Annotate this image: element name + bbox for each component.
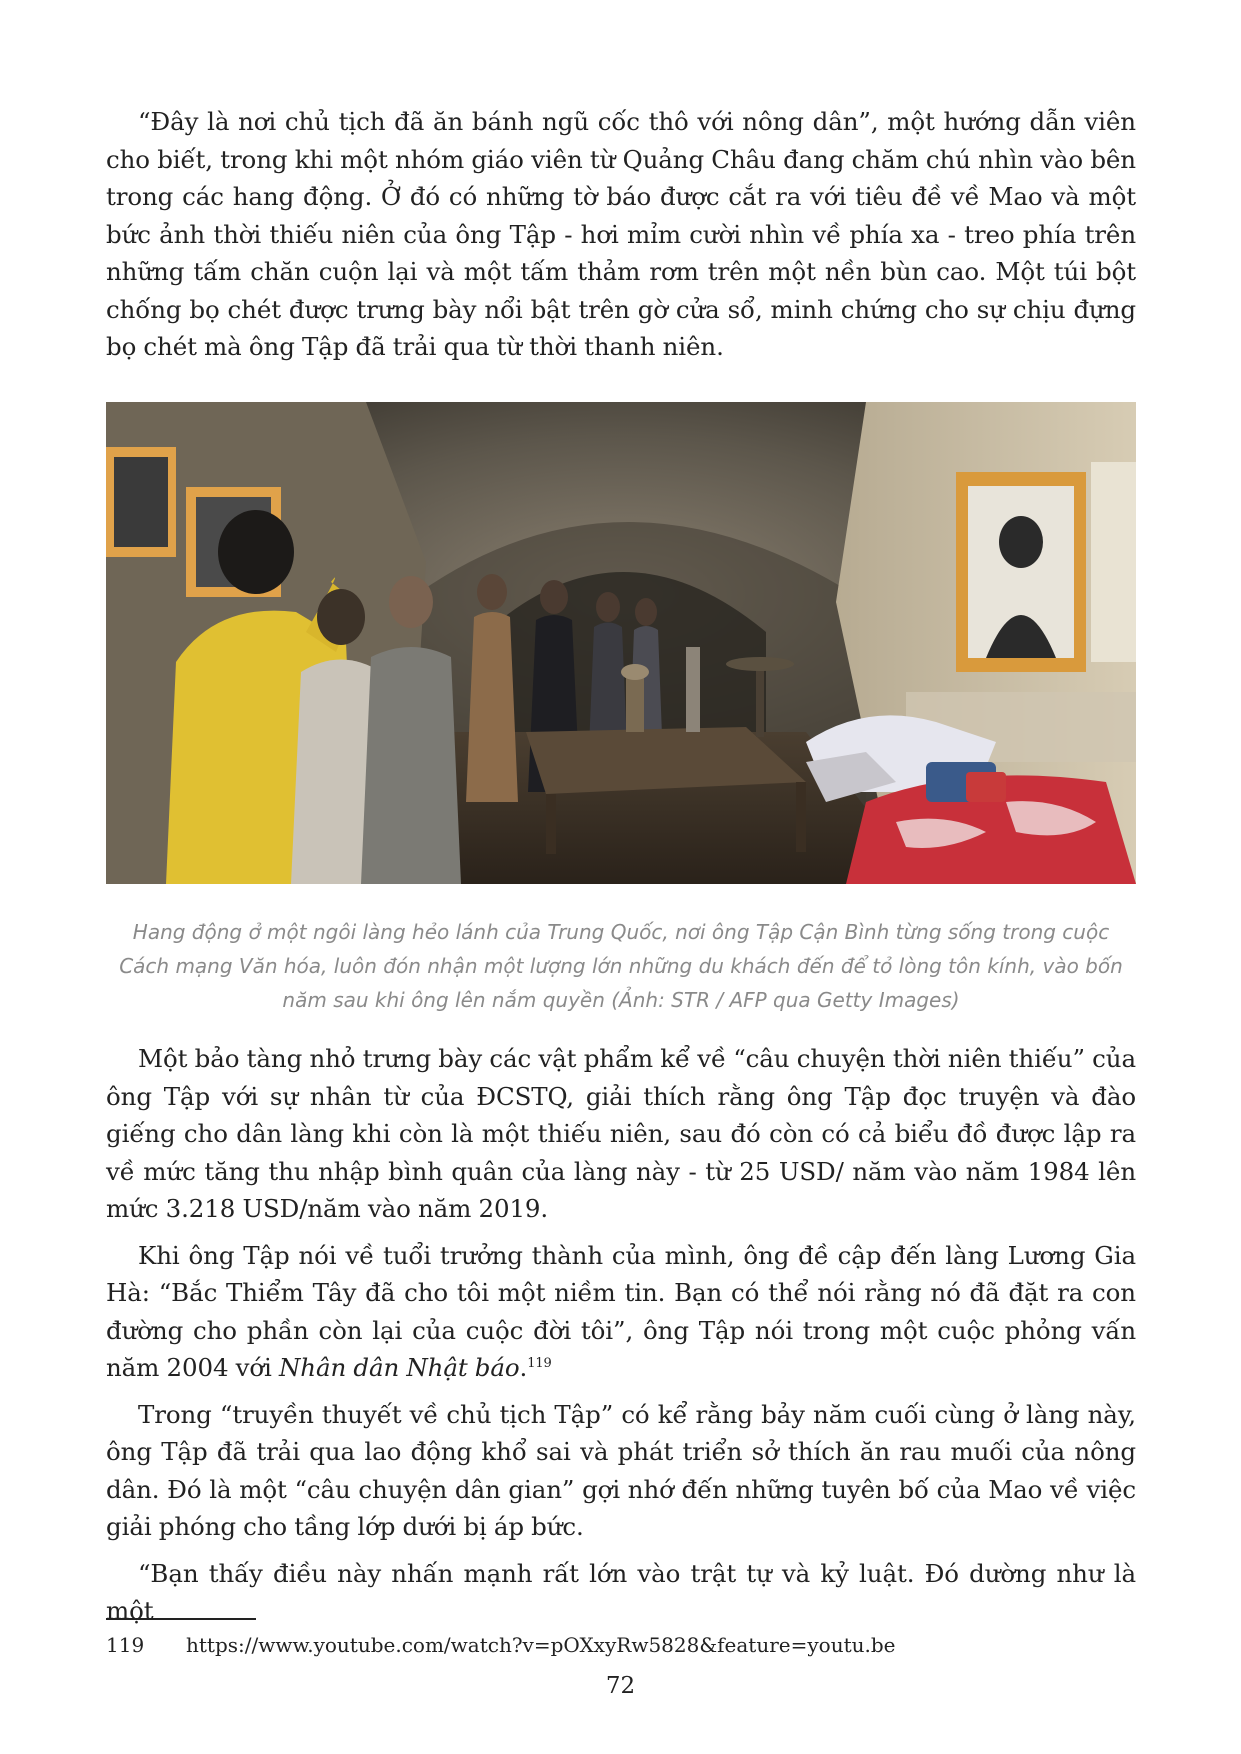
footnote-number: 119 [106,1633,145,1657]
photo-caption: Hang động ở một ngôi làng hẻo lánh của Trung Quốc, nơi ông Tập Cận Bình từng sống trong cuộc Cách mạng Văn hóa, luôn đón nhận một lượng lớn những du khách đến để tỏ lòng tôn kính, vào bốn năm sau khi ông lên nắm quyền (Ảnh: STR / AFP qua Getty Images) [119,920,1123,1012]
paragraph-interview-end: . [519,1353,528,1382]
paragraph-interview [106,1237,1136,1387]
footnote-link[interactable]: https://www.youtube.com/watch?v=pOXxyRw5828&feature=youtu.be [186,1633,896,1657]
paragraph-order-discipline: “Bạn thấy điều này nhấn mạnh rất lớn vào trật tự và kỷ luật. Đó dường như là một [106,1558,1136,1625]
cave-photo [106,402,1136,884]
paragraph-museum: Một bảo tàng nhỏ trưng bày các vật phẩm kể về “câu chuyện thời niên thiếu” của ông Tập với sự nhân từ của ĐCSTQ, giải thích rằng ông Tập đọc truyện và đào giếng cho dân làng khi còn là một thiếu niên, sau đó còn có cả biểu đồ được lập ra về mức tăng thu nhập bình quân của làng này - từ 25 USD/ năm vào năm 1984 lên mức 3.218 USD/năm vào năm 2019. [106,1044,1136,1223]
footnote-reference[interactable]: 119 [527,1355,552,1371]
top-text-block [106,103,1136,366]
footnote [106,1630,1136,1660]
newspaper-title: Nhân dân Nhật báo [278,1353,520,1382]
cave-photo-illustration [106,402,1136,884]
paragraph-interview-text: Khi ông Tập nói về tuổi trưởng thành của mình, ông đề cập đến làng Lương Gia Hà: “Bắc Thiểm Tây đã cho tôi một niềm tin. Bạn có thể nói rằng nó đã đặt ra con đường cho phần còn lại của cuộc đời tôi”, ông Tập nói trong một cuộc phỏng vấn năm 2004 với [106,1240,1136,1382]
paragraph-legend: Trong “truyền thuyết về chủ tịch Tập” có kể rằng bảy năm cuối cùng ở làng này, ông Tập đã trải qua lao động khổ sai và phát triển sở thích ăn rau muối của nông dân. Đó là một “câu chuyện dân gian” gợi nhớ đến những tuyên bố của Mao về việc giải phóng cho tầng lớp dưới bị áp bức. [106,1399,1136,1541]
page-number: 72 [605,1673,636,1699]
footnote-divider [106,1618,256,1620]
paragraph-cave-description: “Đây là nơi chủ tịch đã ăn bánh ngũ cốc thô với nông dân”, một hướng dẫn viên cho biết, trong khi một nhóm giáo viên từ Quảng Châu đang chăm chú nhìn vào bên trong các hang động. Ở đó có những tờ báo được cắt ra với tiêu đề về Mao và một bức ảnh thời thiếu niên của ông Tập - hơi mỉm cười nhìn về phía xa - treo phía trên những tấm chăn cuộn lại và một tấm thảm rơm trên một nền bùn cao. Một túi bột chống bọ chét được trưng bày nổi bật trên gờ cửa sổ, minh chứng cho sự chịu đựng bọ chét mà ông Tập đã trải qua từ thời thanh niên. [106,107,1136,361]
bottom-text-block [106,1040,1136,1630]
